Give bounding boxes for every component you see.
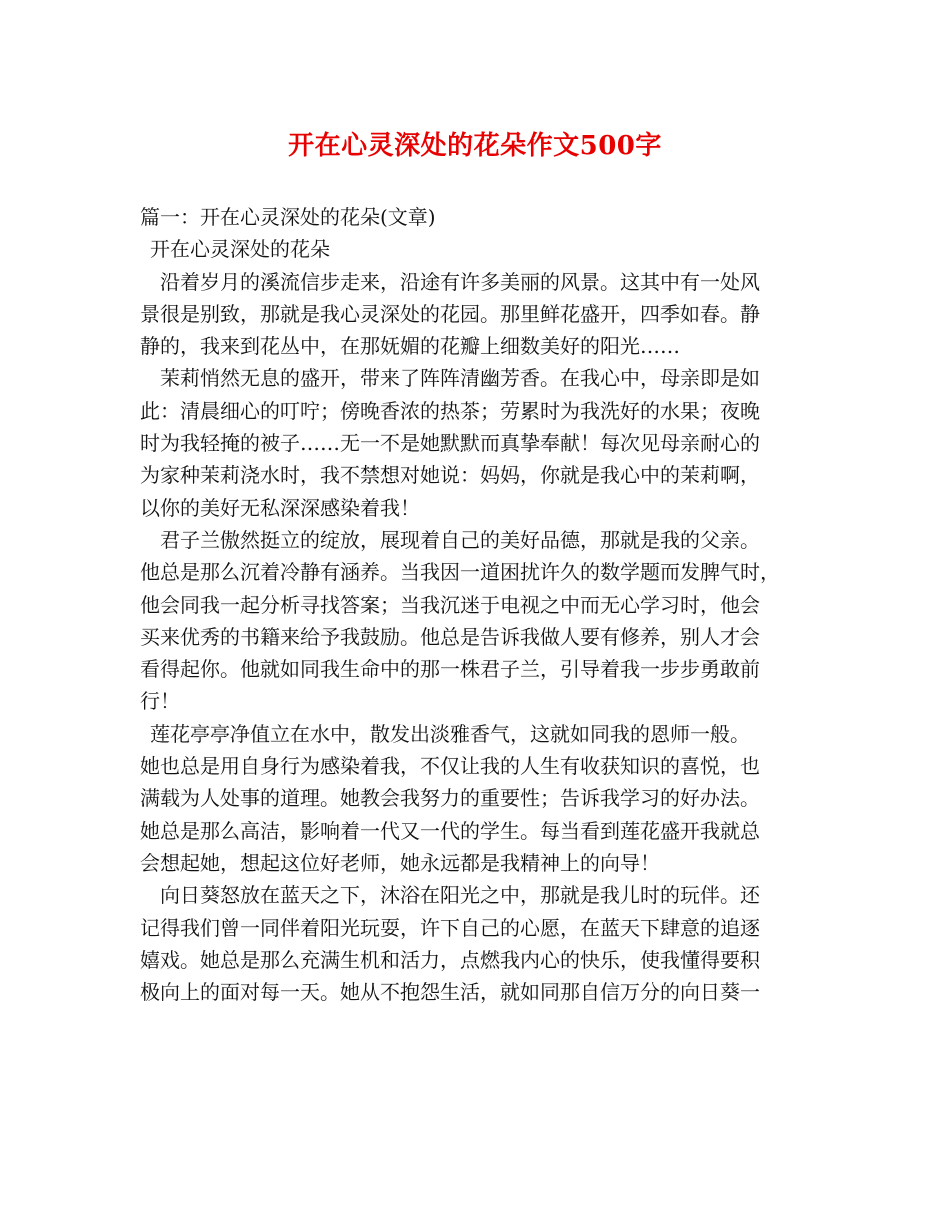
text-line: 买来优秀的书籍来给予我鼓励。他总是告诉我做人要有修养，别人才会 [140,624,760,649]
text-line: 看得起你。他就如同我生命中的那一株君子兰，引导着我一步步勇敢前 [140,657,760,682]
text-line: 他会同我一起分析寻找答案；当我沉迷于电视之中而无心学习时，他会 [140,592,760,617]
text-line: 行！ [140,689,180,714]
text-line: 他总是那么沉着冷静有涵养。当我因一道困扰许久的数学题而发脾气时， [140,560,780,585]
text-line: 莲花亭亭净值立在水中，散发出淡雅香气，这就如同我的恩师一般。 [150,721,750,746]
text-line: 君子兰傲然挺立的绽放，展现着自己的美好品德，那就是我的父亲。 [160,527,760,552]
text-line: 静的，我来到花丛中，在那妩媚的花瓣上细数美好的阳光…… [140,334,680,359]
text-line: 会想起她，想起这位好老师，她永远都是我精神上的向导！ [140,850,660,875]
text-line: 极向上的面对每一天。她从不抱怨生活，就如同那自信万分的向日葵一 [140,980,760,1005]
text-line: 开在心灵深处的花朵 [150,237,330,262]
text-line: 为家种茉莉浇水时，我不禁想对她说：妈妈，你就是我心中的茉莉啊， [140,463,760,488]
text-line: 时为我轻掩的被子……无一不是她默默而真挚奉献！每次见母亲耐心的 [140,431,760,456]
text-line: 记得我们曾一同伴着阳光玩耍，许下自己的心愿，在蓝天下肆意的追逐 [140,915,760,940]
text-line: 她总是那么高洁，影响着一代又一代的学生。每当看到莲花盛开我就总 [140,818,760,843]
text-line: 茉莉悄然无息的盛开，带来了阵阵清幽芳香。在我心中，母亲即是如 [160,366,760,391]
text-line: 满载为人处事的道理。她教会我努力的重要性；告诉我学习的好办法。 [140,786,760,811]
document-title: 开在心灵深处的花朵作文500字 [288,131,662,161]
text-line: 篇一：开在心灵深处的花朵(文章) [140,205,436,229]
text-line: 以你的美好无私深深感染着我！ [140,495,420,520]
text-line: 她也总是用自身行为感染着我，不仅让我的人生有收获知识的喜悦，也 [140,754,760,779]
text-line: 向日葵怒放在蓝天之下，沐浴在阳光之中，那就是我儿时的玩伴。还 [160,883,760,908]
text-line: 沿着岁月的溪流信步走来，沿途有许多美丽的风景。这其中有一处风 [160,269,760,294]
article-body [140,201,812,1008]
text-line: 嬉戏。她总是那么充满生机和活力，点燃我内心的快乐，使我懂得要积 [140,947,760,972]
text-line: 此：清晨细心的叮咛；傍晚香浓的热茶；劳累时为我洗好的水果；夜晚 [140,398,760,423]
text-line: 景很是别致，那就是我心灵深处的花园。那里鲜花盛开，四季如春。静 [140,301,760,326]
